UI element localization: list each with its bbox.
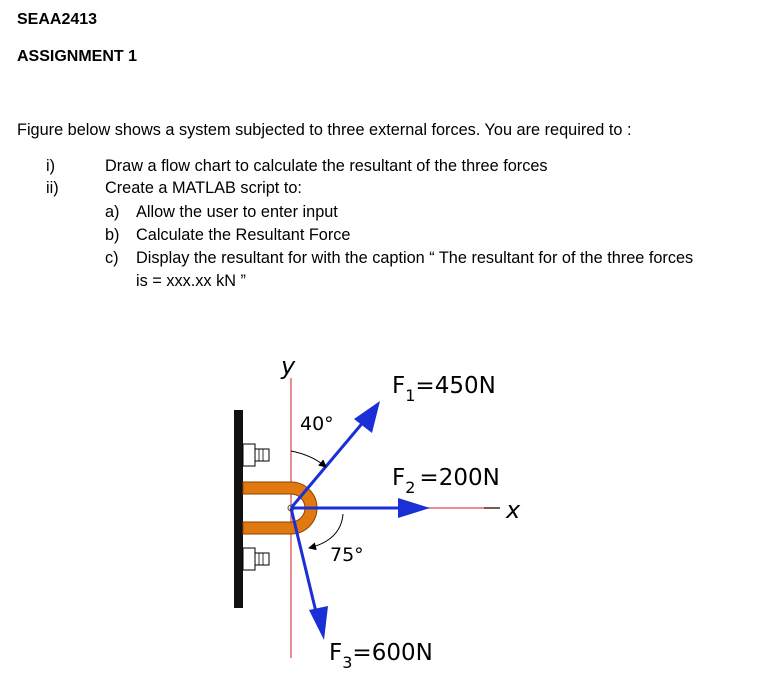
subtask-marker-c: c) (105, 249, 119, 267)
task-text-i: Draw a flow chart to calculate the resultant of the three forces (105, 157, 548, 175)
bolt-top (243, 444, 269, 466)
intro-text: Figure below shows a system subjected to three external forces. You are required to : (17, 121, 632, 139)
task-marker-ii: ii) (46, 179, 59, 197)
subtask-marker-b: b) (105, 226, 120, 244)
wall (234, 410, 243, 608)
bolt-bottom (243, 548, 269, 570)
force-f1-label: $F_1=450N$ (392, 373, 496, 405)
subtask-text-c-continuation: is = xxx.xx kN ” (136, 272, 246, 290)
angle-arc-f1 (291, 451, 326, 467)
assignment-title: ASSIGNMENT 1 (17, 48, 138, 65)
course-code: SEAA2413 (17, 11, 98, 28)
force-f3-arrowhead (309, 606, 328, 640)
angle-label-f1: 40° (300, 413, 334, 435)
angle-label-f3: 75° (330, 544, 364, 566)
force-f2-label: $F_2 =200N$ (392, 465, 500, 497)
subtask-text-c: Display the resultant for with the caption “ The resultant for of the three forces (136, 249, 694, 267)
subtask-marker-a: a) (105, 203, 120, 221)
subtask-text-a: Allow the user to enter input (136, 203, 338, 221)
task-text-ii: Create a MATLAB script to: (105, 179, 302, 197)
force-f3-label: $F_3=600N$ (329, 640, 433, 672)
y-axis-label: y (281, 352, 296, 380)
task-marker-i: i) (46, 157, 56, 175)
force-f2-arrowhead (398, 498, 430, 518)
x-axis-label: x (506, 496, 521, 524)
subtask-text-b: Calculate the Resultant Force (136, 226, 351, 244)
